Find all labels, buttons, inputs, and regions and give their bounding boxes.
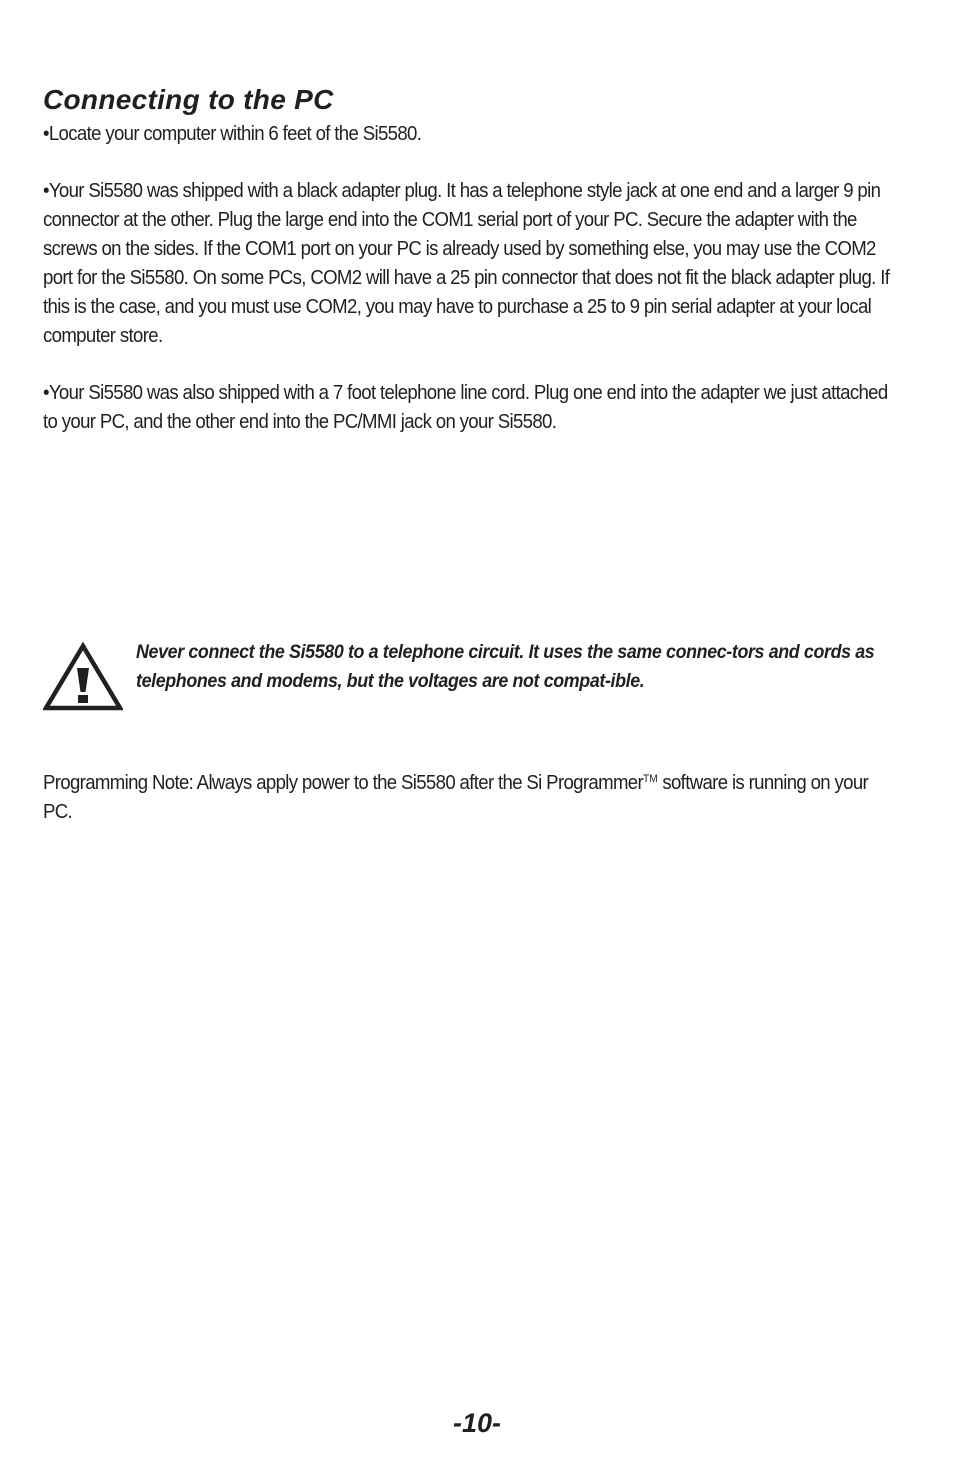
programming-note xyxy=(43,765,899,827)
paragraph-cord: •Your Si5580 was also shipped with a 7 foot telephone line cord. Plug one end into the adapter we just attached to your PC, and the other end into the PC/MMI jack on your Si5580. xyxy=(43,382,888,433)
trademark-symbol: TM xyxy=(643,773,658,785)
paragraph-locate: •Locate your computer within 6 feet of the Si5580. xyxy=(43,123,422,145)
programming-note-text: Programming Note: Always apply power to the Si5580 after the Si Programmer xyxy=(43,772,644,794)
paragraph-adapter: •Your Si5580 was shipped with a black adapter plug. It has a telephone style jack at one end and a larger 9 pin connector at the other. Plug the large end into the COM1 serial port of your PC. Secure the adapter with the screws on the sides. If the COM1 port on your PC is already used by something else, you may use the COM2 port for the Si5580. On some PCs, COM2 will have a 25 pin connector that does not fit the black adapter plug. If this is the case, and you must use COM2, you may have to purchase a 25 to 9 pin serial adapter at your local computer store. xyxy=(43,180,890,347)
page-number: -10- xyxy=(452,1408,501,1438)
programming-note-text-end: software is running on your PC. xyxy=(43,772,869,823)
warning-triangle-icon xyxy=(43,642,123,712)
warning-text: Never connect the Si5580 to a telephone circuit. It uses the same connec-tors and cords as telephones and modems, but the voltages are not compat-ible. xyxy=(136,642,875,692)
page-title: Connecting to the PC xyxy=(43,84,334,115)
